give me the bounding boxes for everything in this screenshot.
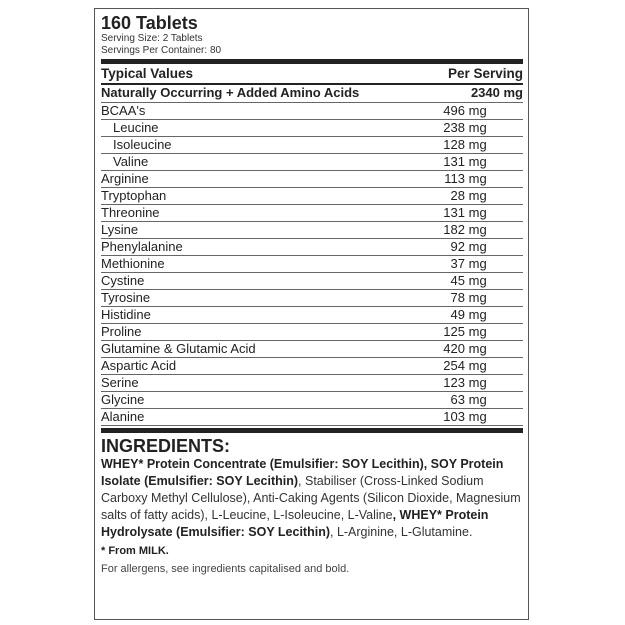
serving-size: Serving Size: 2 Tablets	[101, 33, 203, 44]
column-header-per-serving: Per Serving	[447, 66, 523, 81]
amino-acid-amount: 45	[450, 273, 465, 288]
amino-acid-unit: mg	[468, 154, 487, 169]
ingredients-text	[101, 456, 523, 541]
table-row	[101, 273, 523, 290]
ingredients-title: INGREDIENTS:	[101, 436, 231, 456]
amino-acid-amount: 49	[450, 307, 465, 322]
amino-acid-unit: mg	[468, 171, 487, 186]
amino-acid-amount: 420	[443, 341, 465, 356]
amino-acid-value	[433, 391, 523, 408]
amino-acid-amount: 113	[444, 171, 465, 186]
ingredient-allergen-segment: WHEY* Protein Concentrate (Emulsifier: SOY Lecithin), SOY Protein Isolate (Emulsifier: SOY Lecithin)	[101, 457, 504, 488]
table-row	[101, 290, 523, 307]
amino-acid-amount: 92	[450, 239, 465, 254]
amino-acid-unit: mg	[468, 137, 487, 152]
allergen-note: For allergens, see ingredients capitalised and bold.	[101, 563, 350, 575]
amino-acid-unit: mg	[468, 341, 487, 356]
total-amino-acids-label: Naturally Occurring + Added Amino Acids	[101, 85, 360, 100]
amino-acid-value	[433, 323, 523, 340]
amino-acid-value	[433, 255, 523, 272]
servings-per-container: Servings Per Container: 80	[101, 45, 222, 56]
amino-acid-unit: mg	[468, 239, 487, 254]
table-row	[101, 137, 523, 154]
amino-acid-value	[433, 408, 523, 425]
amino-acid-amount: 37	[450, 256, 465, 271]
table-row	[101, 341, 523, 358]
table-row	[101, 307, 523, 324]
amino-acid-value	[433, 357, 523, 374]
amino-acid-amount: 238	[443, 120, 465, 135]
amino-acid-value	[433, 340, 523, 357]
table-row	[101, 375, 523, 392]
table-row	[101, 358, 523, 375]
amino-acid-name: Leucine	[113, 120, 159, 135]
table-header	[101, 64, 523, 83]
amino-acid-value	[433, 102, 523, 119]
amino-acid-name: Proline	[101, 324, 142, 339]
amino-acid-amount: 28	[450, 188, 465, 203]
amino-acid-name: Phenylalanine	[101, 239, 183, 254]
amino-acid-amount: 496	[443, 103, 465, 118]
amino-acid-unit: mg	[468, 103, 487, 118]
amino-acid-name: Serine	[101, 375, 139, 390]
amino-acid-value	[433, 119, 523, 136]
table-row	[101, 222, 523, 239]
amino-acid-unit: mg	[468, 188, 487, 203]
amino-acid-value	[433, 187, 523, 204]
amino-acid-name: Aspartic Acid	[101, 358, 177, 373]
amino-acid-name: Lysine	[101, 222, 139, 237]
amino-acid-unit: mg	[468, 120, 487, 135]
amino-acid-value	[433, 170, 523, 187]
amino-acid-amount: 182	[443, 222, 465, 237]
amino-acid-amount: 78	[450, 290, 465, 305]
amino-acid-value	[433, 289, 523, 306]
amino-acid-name: Arginine	[101, 171, 149, 186]
total-amino-acids-row	[101, 85, 523, 103]
amino-acid-unit: mg	[468, 409, 487, 424]
amino-acid-unit: mg	[468, 324, 487, 339]
table-row	[101, 324, 523, 341]
ingredient-segment: , L-Arginine, L-Glutamine.	[330, 525, 473, 539]
table-row	[101, 256, 523, 273]
thick-divider-bottom	[101, 428, 523, 433]
amino-acid-name: Glycine	[101, 392, 145, 407]
amino-acid-name: Threonine	[101, 205, 160, 220]
table-row	[101, 392, 523, 409]
amino-acid-unit: mg	[468, 222, 487, 237]
nutrition-label	[94, 8, 529, 620]
ingredient-segment: , Stabiliser (Cross-Linked Sodium Carboxy Methyl Cellulose), Anti-Caking Agents (Silicon Dioxide, Magnesium salts of fatty acids), L-Leucine, L-Isoleucine, L-Valine	[101, 474, 521, 522]
amino-acid-name: Isoleucine	[113, 137, 172, 152]
table-row	[101, 171, 523, 188]
amino-acid-value	[433, 136, 523, 153]
amino-acid-amount: 103	[443, 409, 465, 424]
amino-acid-name: Glutamine & Glutamic Acid	[101, 341, 256, 356]
amino-acid-amount: 254	[443, 358, 465, 373]
ingredient-allergen-segment: , WHEY* Protein Hydrolysate (Emulsifier: SOY Lecithin)	[101, 508, 489, 539]
amino-acid-name: Histidine	[101, 307, 151, 322]
amino-acid-value	[433, 306, 523, 323]
table-row	[101, 239, 523, 256]
amino-acid-amount: 131	[443, 205, 465, 220]
table-row	[101, 120, 523, 137]
amino-acid-unit: mg	[468, 375, 487, 390]
amino-acid-name: Methionine	[101, 256, 165, 271]
amino-acid-unit: mg	[468, 358, 487, 373]
amino-acid-name: Valine	[113, 154, 149, 169]
amino-acid-value	[433, 221, 523, 238]
amino-acid-unit: mg	[468, 307, 487, 322]
amino-acid-value	[433, 153, 523, 170]
amino-acid-amount: 63	[450, 392, 465, 407]
amino-acid-amount: 131	[443, 154, 465, 169]
table-row	[101, 154, 523, 171]
amino-acid-name: Cystine	[101, 273, 145, 288]
amino-acid-amount: 128	[443, 137, 465, 152]
table-row	[101, 188, 523, 205]
amino-acid-amount: 123	[443, 375, 465, 390]
milk-note: * From MILK.	[101, 545, 169, 557]
product-count-title: 160 Tablets	[101, 13, 198, 33]
amino-acid-name: Tryptophan	[101, 188, 167, 203]
amino-acid-unit: mg	[468, 205, 487, 220]
table-row	[101, 409, 523, 426]
table-row	[101, 205, 523, 222]
amino-acid-unit: mg	[468, 392, 487, 407]
amino-acid-unit: mg	[468, 256, 487, 271]
total-amino-acids-value: 2340 mg	[470, 85, 523, 100]
amino-acid-list	[101, 103, 523, 426]
table-row	[101, 103, 523, 120]
amino-acid-unit: mg	[468, 273, 487, 288]
amino-acid-value	[433, 272, 523, 289]
amino-acid-name: Alanine	[101, 409, 145, 424]
amino-acid-value	[433, 238, 523, 255]
column-header-typical-values: Typical Values	[101, 66, 194, 81]
amino-acid-value	[433, 374, 523, 391]
amino-acid-value	[433, 204, 523, 221]
amino-acid-name: BCAA's	[101, 103, 146, 118]
amino-acid-name: Tyrosine	[101, 290, 151, 305]
amino-acid-amount: 125	[443, 324, 465, 339]
amino-acid-unit: mg	[468, 290, 487, 305]
